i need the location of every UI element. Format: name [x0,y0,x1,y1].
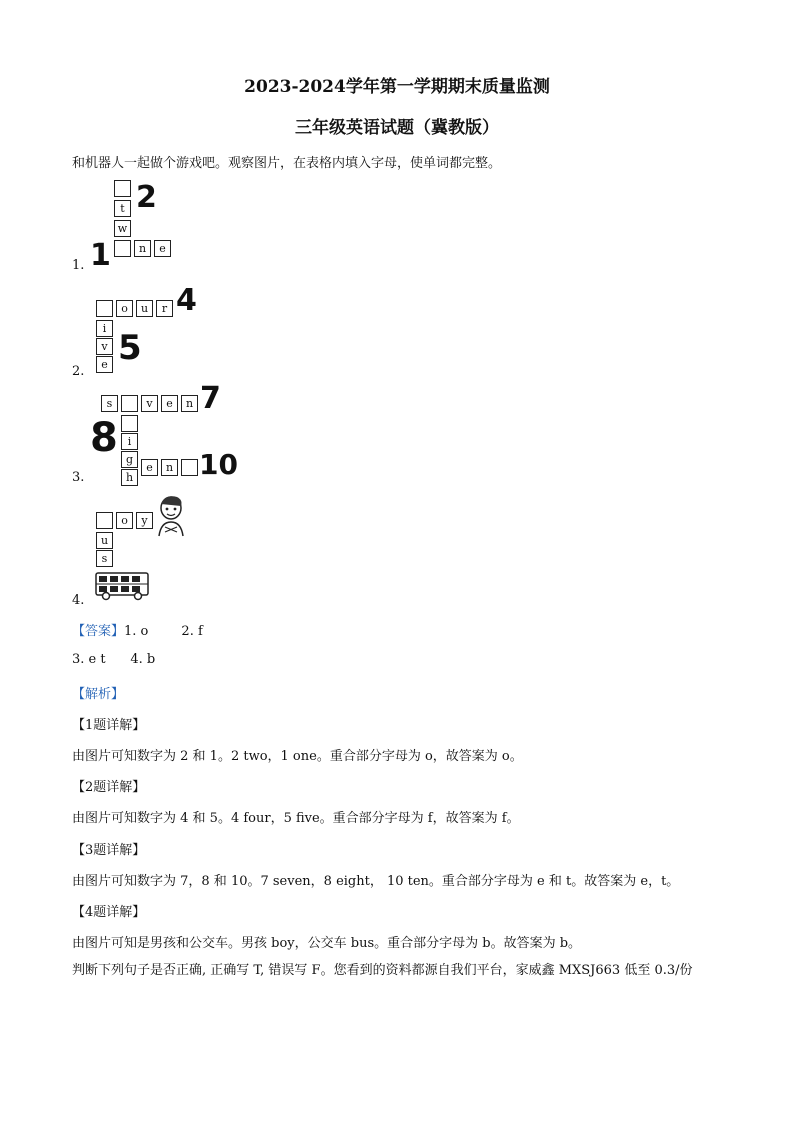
digit-one-mascot: 1 [90,238,111,273]
cell: s [101,395,118,412]
cell [121,395,138,412]
cell: n [161,459,178,476]
cell: i [121,433,138,450]
page-subtitle: 三年级英语试题（冀教版） [295,118,499,138]
cell: o [116,300,133,317]
cell: e [96,356,113,373]
question-number: 4. [72,593,85,608]
question-number: 2. [72,364,85,379]
answer-line-1 [72,620,203,639]
digit-ten-mascot: 10 [199,448,238,481]
footer-text: 判断下列句子是否正确, 正确写 T, 错误写 F。您看到的资料都源自我们平台，家威鑫 MXSJ663 低至 0.3/份 [72,963,693,978]
boy-icon [155,494,187,538]
cell: u [96,532,113,549]
cell: v [141,395,158,412]
analysis-tag: 【解析】 [72,687,125,702]
analysis-text-2: 由图片可知数字为 4 和 5。4 four，5 five。重合部分字母为 f，故答案为 f。 [72,811,520,826]
answer-tag: 【答案】 [72,624,125,639]
analysis-head-2: 【2题详解】 [72,780,146,795]
bus-icon [94,571,150,601]
answer-values-1: 1. o 2. f [124,624,203,639]
cell: r [156,300,173,317]
cell [114,180,131,197]
digit-eight-mascot: 8 [90,415,118,461]
digit-five-mascot: 5 [118,328,142,368]
answer-line-2: 3. e t 4. b [72,652,156,667]
cell [181,459,198,476]
cell: u [136,300,153,317]
cell: t [114,200,131,217]
cell: w [114,220,131,237]
cell: g [121,451,138,468]
cell: n [134,240,151,257]
analysis-head-3: 【3题详解】 [72,843,146,858]
question-number: 3. [72,470,85,485]
cell: y [136,512,153,529]
cell [121,415,138,432]
digit-two-mascot: 2 [136,180,157,215]
instruction: 和机器人一起做个游戏吧。观察图片，在表格内填入字母，使单词都完整。 [72,156,502,171]
question-number: 1. [72,258,85,273]
analysis-head-4: 【4题详解】 [72,905,146,920]
cell: i [96,320,113,337]
cell: v [96,338,113,355]
cell: e [161,395,178,412]
analysis-text-3: 由图片可知数字为 7，8 和 10。7 seven，8 eight， 10 ten。重合部分字母为 e 和 t。故答案为 e，t。 [72,874,680,889]
cell: h [121,469,138,486]
cell [114,240,131,257]
cell [96,512,113,529]
cell: e [154,240,171,257]
analysis-head-1: 【1题详解】 [72,718,146,733]
analysis-text-1: 由图片可知数字为 2 和 1。2 two，1 one。重合部分字母为 o，故答案为 o。 [72,749,523,764]
digit-four-mascot: 4 [176,283,197,318]
cell [96,300,113,317]
analysis-text-4: 由图片可知是男孩和公交车。男孩 boy，公交车 bus。重合部分字母为 b。故答案为 b。 [72,936,582,951]
digit-seven-mascot: 7 [200,381,221,416]
page-title: 2023-2024学年第一学期期末质量监测 [244,77,550,97]
cell: n [181,395,198,412]
cell: s [96,550,113,567]
cell: e [141,459,158,476]
cell: o [116,512,133,529]
